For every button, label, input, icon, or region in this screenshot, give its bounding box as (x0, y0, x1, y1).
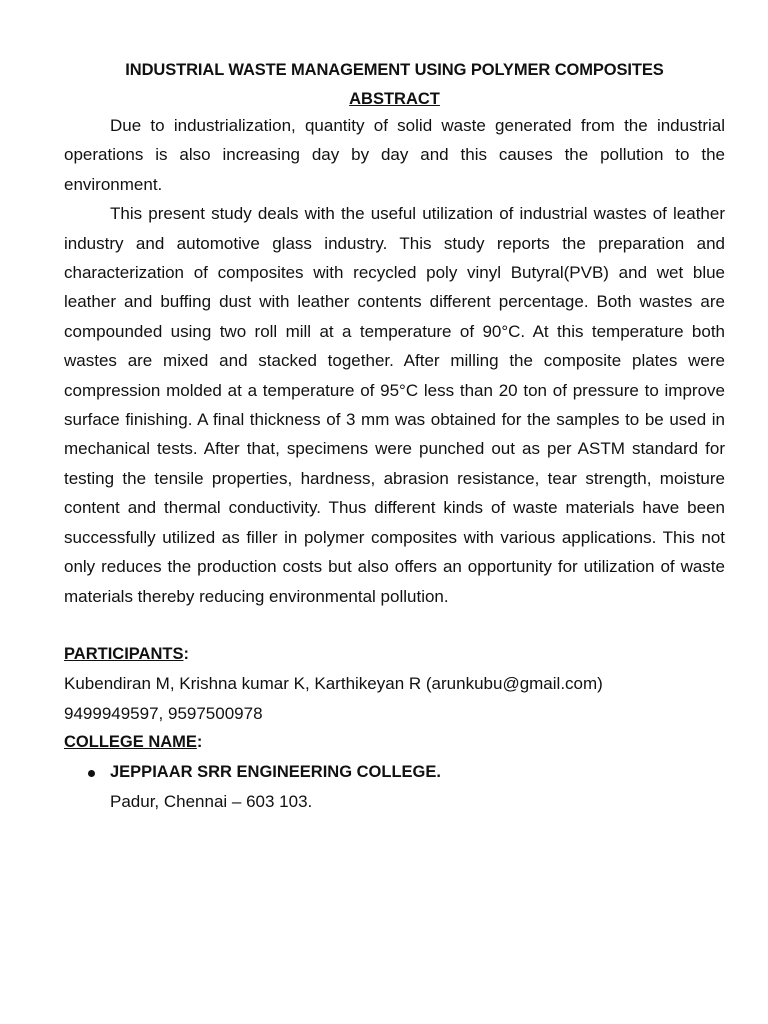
abstract-paragraph-1: Due to industrialization, quantity of solid waste generated from the industrial operations is also increasing day by day and this causes the pollution to the environment. (64, 116, 725, 194)
bullet-icon (88, 770, 95, 777)
participants-phones: 9499949597, 9597500978 (64, 703, 263, 723)
college-address: Padur, Chennai – 603 103. (110, 791, 313, 811)
college-heading-text: COLLEGE NAME (64, 733, 197, 752)
section-spacer (64, 611, 725, 640)
college-list-item (64, 758, 725, 787)
document-page (64, 58, 725, 816)
college-heading-colon: : (196, 733, 203, 752)
abstract-heading: ABSTRACT (349, 90, 440, 108)
participants-heading-text: PARTICIPANTS (64, 644, 184, 663)
college-name: JEPPIAAR SRR ENGINEERING COLLEGE. (110, 762, 441, 781)
college-heading (64, 728, 725, 757)
participants-names: Kubendiran M, Krishna kumar K, Karthikeyan R (arunkubu@gmail.com) (64, 674, 603, 694)
participants-heading (64, 640, 725, 669)
document-title: INDUSTRIAL WASTE MANAGEMENT USING POLYMER COMPOSITES (125, 61, 664, 79)
participants-heading-colon: : (183, 644, 189, 663)
college-list (64, 758, 725, 787)
abstract-paragraph-2: This present study deals with the useful utilization of industrial wastes of leather industry and automotive glass industry. This study reports the preparation and characterization of composites with recycled poly vinyl Butyral(PVB) and wet blue leather and buffing dust with leather contents different percentage. Both wastes are compounded using two roll mill at a temperature of 90°C. At this temperature both wastes are mixed and stacked together. After milling the composite plates were compression molded at a temperature of 95°C less than 20 ton of pressure to improve surface finishing. A final thickness of 3 mm was obtained for the samples to be used in mechanical tests. After that, specimens were punched out as per ASTM standard for testing the tensile properties, hardness, abrasion resistance, tear strength, moisture content and thermal conductivity. Thus different kinds of waste materials have been successfully utilized as filler in polymer composites with various applications. This not only reduces the production costs but also offers an opportunity for utilization of waste materials thereby reducing environmental pollution. (64, 204, 725, 606)
